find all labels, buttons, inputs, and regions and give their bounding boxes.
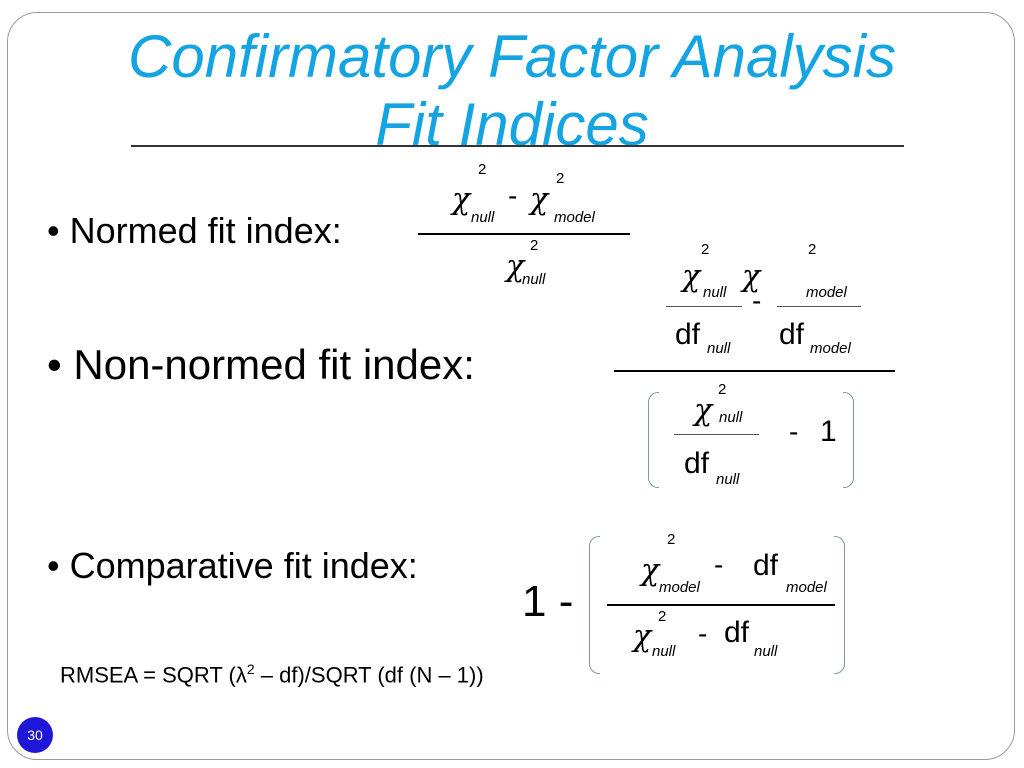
- superscript-2: 2: [556, 170, 565, 187]
- subscript-null: null: [703, 284, 727, 301]
- left-parenthesis: [648, 392, 659, 488]
- chi-symbol: χ: [694, 393, 713, 428]
- chi-symbol: χ: [682, 259, 701, 294]
- subscript-model: model: [810, 340, 851, 357]
- right-parenthesis: [843, 392, 854, 488]
- chi-symbol: χ: [742, 259, 761, 294]
- title-divider: [131, 145, 904, 147]
- right-parenthesis: [834, 536, 845, 674]
- subscript-null: null: [522, 271, 546, 288]
- superscript-2: 2: [530, 237, 539, 254]
- bullet-normed-fit-index: • Normed fit index:: [47, 210, 342, 251]
- chi-symbol: χ: [452, 182, 471, 217]
- superscript-2: 2: [478, 161, 487, 178]
- minus-sign: -: [789, 416, 799, 447]
- bullet-comparative-fit-index: • Comparative fit index:: [47, 545, 418, 586]
- chi-symbol: χ: [530, 182, 549, 217]
- subscript-model: model: [786, 579, 827, 596]
- subscript-null: null: [471, 209, 495, 226]
- fraction-bar: [666, 306, 742, 307]
- page-number-badge: 30: [17, 717, 53, 753]
- slide-title-line1: Confirmatory Factor Analysis: [128, 23, 896, 90]
- minus-sign: -: [508, 180, 518, 211]
- fraction-bar: [674, 434, 759, 435]
- df-label: df: [779, 318, 805, 351]
- subscript-null: null: [652, 643, 676, 660]
- superscript-2: 2: [701, 241, 710, 258]
- subscript-null: null: [707, 340, 731, 357]
- subscript-model: model: [806, 284, 847, 301]
- fraction-bar: [607, 604, 835, 606]
- minus-sign: -: [698, 618, 708, 649]
- left-parenthesis: [589, 536, 600, 674]
- df-label: df: [684, 447, 710, 480]
- df-label: df: [724, 616, 750, 649]
- chi-symbol: χ: [506, 249, 525, 284]
- subscript-null: null: [716, 471, 740, 488]
- number-one: 1: [820, 415, 837, 448]
- minus-sign: -: [752, 285, 762, 316]
- chi-symbol: χ: [633, 619, 652, 654]
- superscript-2: 2: [658, 608, 667, 625]
- fraction-bar: [614, 370, 895, 372]
- subscript-model: model: [659, 579, 700, 596]
- fraction-bar: [777, 306, 861, 307]
- rmsea-formula: [60, 662, 484, 686]
- slide-title-line2: Fit Indices: [375, 91, 649, 158]
- chi-symbol: χ: [641, 553, 660, 588]
- df-label: df: [753, 549, 779, 582]
- rmsea-prefix: RMSEA = SQRT (λ: [60, 662, 247, 688]
- subscript-null: null: [754, 643, 778, 660]
- df-label: df: [675, 318, 701, 351]
- bullet-non-normed-fit-index: • Non-normed fit index:: [47, 341, 475, 388]
- subscript-null: null: [719, 409, 743, 426]
- fraction-bar: [418, 233, 630, 235]
- subscript-model: model: [554, 209, 595, 226]
- superscript-2: 2: [667, 531, 676, 548]
- rmsea-superscript: 2: [246, 661, 255, 677]
- one-minus: 1 -: [522, 577, 574, 626]
- superscript-2: 2: [718, 381, 727, 398]
- minus-sign: -: [714, 549, 724, 580]
- superscript-2: 2: [808, 241, 817, 258]
- rmsea-suffix: – df)/SQRT (df (N – 1)): [254, 662, 484, 688]
